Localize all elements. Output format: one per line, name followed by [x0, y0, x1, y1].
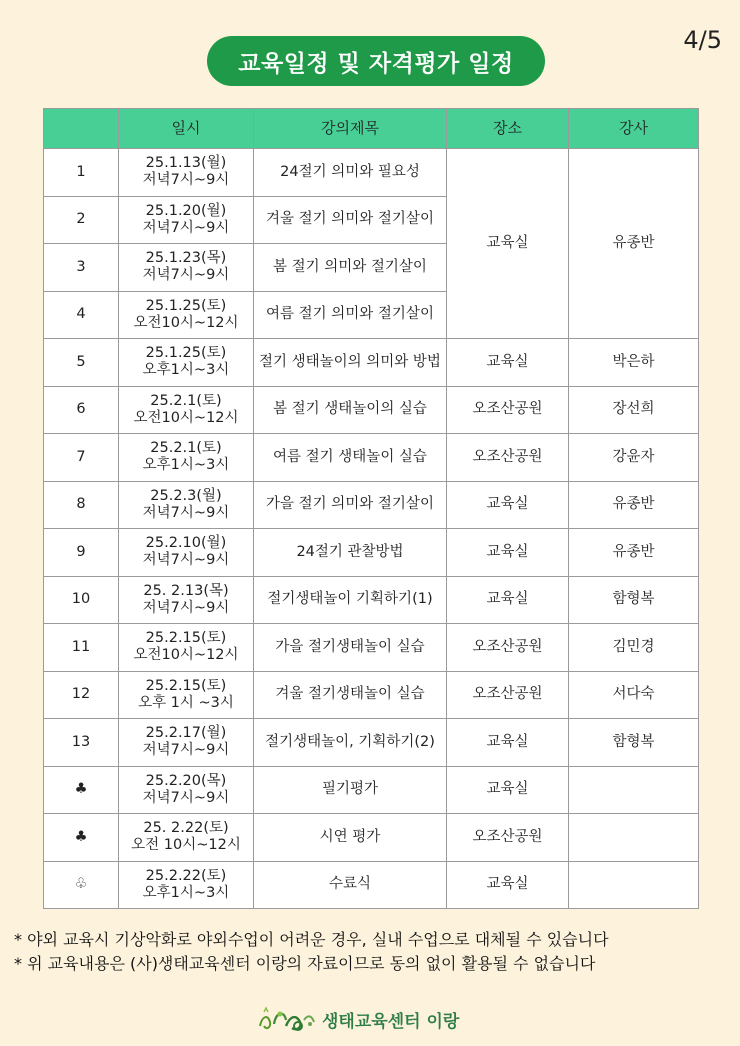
row-title: 봄 절기 생태놀이의 실습 [254, 386, 447, 434]
row-number: 6 [44, 386, 119, 434]
row-time: 오전10시~12시 [133, 409, 239, 426]
header-datetime: 일시 [119, 109, 254, 149]
row-time: 오전10시~12시 [133, 647, 239, 664]
table-row [44, 149, 699, 197]
table-row [44, 861, 699, 909]
row-place: 교육실 [447, 766, 569, 814]
row-date: 25.1.13(월) [145, 155, 227, 172]
row-place: 교육실 [447, 719, 569, 767]
row-datetime [119, 434, 254, 482]
row-time: 저녁7시~9시 [142, 742, 230, 759]
table-row [44, 719, 699, 767]
table-row [44, 814, 699, 862]
row-date: 25.2.3(월) [150, 487, 222, 504]
organization-logo [256, 1004, 318, 1034]
table-row [44, 481, 699, 529]
note-weather: * 야외 교육시 기상악화로 야외수업이 어려운 경우, 실내 수업으로 대체될 수 있습니다 [14, 930, 609, 949]
row-datetime [119, 196, 254, 244]
row-date: 25.1.23(목) [145, 250, 227, 267]
organization-name: 생태교육센터 이랑 [322, 1011, 460, 1032]
row-title: 수료식 [254, 861, 447, 909]
row-place: 교육실 [447, 339, 569, 387]
table-header-row [44, 109, 699, 149]
row-instructor [569, 861, 699, 909]
header-no [44, 109, 119, 149]
row-title: 여름 절기 의미와 절기살이 [254, 291, 447, 339]
row-number: 9 [44, 529, 119, 577]
row-datetime [119, 149, 254, 197]
row-number: 1 [44, 149, 119, 197]
row-number: 2 [44, 196, 119, 244]
row-title: 필기평가 [254, 766, 447, 814]
row-datetime [119, 624, 254, 672]
row-title: 시연 평가 [254, 814, 447, 862]
header-instructor: 강사 [569, 109, 699, 149]
row-time: 저녁7시~9시 [142, 172, 230, 189]
row-instructor: 장선희 [569, 386, 699, 434]
row-datetime [119, 529, 254, 577]
table-row [44, 529, 699, 577]
row-title: 절기생태놀이 기획하기(1) [254, 576, 447, 624]
row-title: 겨울 절기생태놀이 실습 [254, 671, 447, 719]
table-row [44, 671, 699, 719]
row-time: 오전10시~12시 [133, 314, 239, 331]
row-instructor: 서다숙 [569, 671, 699, 719]
row-title: 절기 생태놀이의 의미와 방법 [254, 339, 447, 387]
row-datetime [119, 244, 254, 292]
row-instructor: 박은하 [569, 339, 699, 387]
club-icon: ♣ [44, 814, 119, 862]
row-place: 교육실 [447, 861, 569, 909]
row-place: 교육실 [447, 576, 569, 624]
row-datetime [119, 339, 254, 387]
table-row [44, 434, 699, 482]
row-instructor: 강윤자 [569, 434, 699, 482]
header-lecture-title: 강의제목 [254, 109, 447, 149]
row-datetime [119, 766, 254, 814]
row-time: 저녁7시~9시 [142, 267, 230, 284]
row-date: 25.2.1(토) [150, 440, 222, 457]
row-time: 저녁7시~9시 [142, 219, 230, 236]
row-time: 저녁7시~9시 [142, 599, 230, 616]
row-date: 25.2.15(토) [145, 677, 227, 694]
row-time: 저녁7시~9시 [142, 789, 230, 806]
row-datetime [119, 861, 254, 909]
row-date: 25.2.10(월) [145, 535, 227, 552]
row-title: 가을 절기생태놀이 실습 [254, 624, 447, 672]
row-time: 저녁7시~9시 [142, 552, 230, 569]
row-instructor: 함형복 [569, 576, 699, 624]
row-date: 25. 2.22(토) [143, 820, 229, 837]
row-place: 교육실 [447, 529, 569, 577]
row-number: 13 [44, 719, 119, 767]
row-time: 오후1시~3시 [142, 362, 230, 379]
table-row [44, 339, 699, 387]
row-time: 오전 10시~12시 [131, 837, 241, 854]
row-instructor: 유종반 [569, 481, 699, 529]
table-row [44, 386, 699, 434]
club-outline-icon: ♧ [44, 861, 119, 909]
row-place: 오조산공원 [447, 814, 569, 862]
row-number: 3 [44, 244, 119, 292]
club-icon: ♣ [44, 766, 119, 814]
row-datetime [119, 291, 254, 339]
row-title: 24절기 관찰방법 [254, 529, 447, 577]
row-instructor: 유종반 [569, 529, 699, 577]
row-date: 25.1.25(토) [145, 345, 227, 362]
row-place: 오조산공원 [447, 434, 569, 482]
row-place-merged: 교육실 [447, 149, 569, 339]
table-row [44, 766, 699, 814]
row-number: 8 [44, 481, 119, 529]
header-place: 장소 [447, 109, 569, 149]
footer [256, 1004, 459, 1034]
row-number: 4 [44, 291, 119, 339]
row-time: 오후1시~3시 [142, 884, 230, 901]
row-time: 오후 1시 ~3시 [138, 694, 234, 711]
row-title: 봄 절기 의미와 절기살이 [254, 244, 447, 292]
row-datetime [119, 671, 254, 719]
row-title: 겨울 절기 의미와 절기살이 [254, 196, 447, 244]
schedule-table [43, 108, 699, 909]
row-title: 24절기 의미와 필요성 [254, 149, 447, 197]
page-title: 교육일정 및 자격평가 일정 [207, 36, 545, 86]
row-date: 25. 2.13(목) [143, 582, 229, 599]
row-title: 여름 절기 생태놀이 실습 [254, 434, 447, 482]
row-instructor [569, 814, 699, 862]
row-place: 오조산공원 [447, 386, 569, 434]
note-copyright: * 위 교육내용은 (사)생태교육센터 이랑의 자료이므로 동의 없이 활용될 수 없습니다 [14, 954, 596, 973]
row-place: 오조산공원 [447, 671, 569, 719]
page-number: 4/5 [683, 26, 722, 54]
table-row [44, 576, 699, 624]
row-datetime [119, 386, 254, 434]
row-datetime [119, 576, 254, 624]
row-date: 25.2.1(토) [150, 392, 222, 409]
notes [14, 928, 609, 976]
row-instructor [569, 766, 699, 814]
table-row [44, 624, 699, 672]
row-place: 오조산공원 [447, 624, 569, 672]
row-title: 가을 절기 의미와 절기살이 [254, 481, 447, 529]
row-date: 25.2.17(월) [145, 725, 227, 742]
row-place: 교육실 [447, 481, 569, 529]
row-date: 25.2.20(목) [145, 772, 227, 789]
row-date: 25.1.25(토) [145, 297, 227, 314]
row-instructor: 김민경 [569, 624, 699, 672]
row-number: 12 [44, 671, 119, 719]
row-number: 7 [44, 434, 119, 482]
row-number: 10 [44, 576, 119, 624]
row-datetime [119, 814, 254, 862]
row-datetime [119, 481, 254, 529]
row-time: 저녁7시~9시 [142, 504, 230, 521]
row-date: 25.2.22(토) [145, 867, 227, 884]
row-date: 25.1.20(월) [145, 202, 227, 219]
row-instructor: 함형복 [569, 719, 699, 767]
row-number: 5 [44, 339, 119, 387]
row-time: 오후1시~3시 [142, 457, 230, 474]
row-number: 11 [44, 624, 119, 672]
row-datetime [119, 719, 254, 767]
row-date: 25.2.15(토) [145, 630, 227, 647]
row-title: 절기생태놀이, 기획하기(2) [254, 719, 447, 767]
row-instructor-merged: 유종반 [569, 149, 699, 339]
